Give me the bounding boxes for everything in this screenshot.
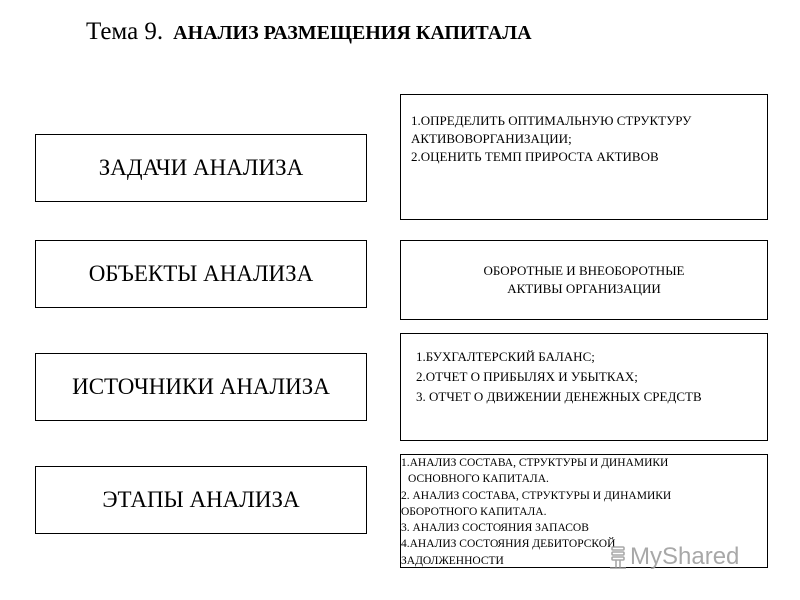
stages-detail-line: ОСНОВНОГО КАПИТАЛА. — [408, 473, 549, 486]
stages-detail-line: ЗАДОЛЖЕННОСТИ — [401, 554, 504, 567]
stages-details-box — [400, 454, 768, 568]
tasks-detail-line: 2.ОЦЕНИТЬ ТЕМП ПРИРОСТА АКТИВОВ — [411, 149, 659, 164]
objects-detail-line: ОБОРОТНЫЕ И ВНЕОБОРОТНЫЕ — [483, 263, 685, 278]
stages-label: ЭТАПЫ АНАЛИЗА — [102, 487, 300, 512]
stages-box — [35, 466, 367, 534]
tasks-box — [35, 134, 367, 202]
sources-detail-line: 2.ОТЧЕТ О ПРИБЫЛЯХ И УБЫТКАХ; — [416, 369, 638, 384]
objects-label: ОБЪЕКТЫ АНАЛИЗА — [88, 261, 314, 286]
title-main: АНАЛИЗ РАЗМЕЩЕНИЯ КАПИТАЛА — [173, 22, 532, 44]
svg-text:MyShared: MyShared — [630, 543, 740, 570]
sources-label: ИСТОЧНИКИ АНАЛИЗА — [72, 374, 330, 399]
objects-details-box — [400, 240, 768, 320]
tasks-detail-line: 1.ОПРЕДЕЛИТЬ ОПТИМАЛЬНУЮ СТРУКТУРУ — [411, 113, 692, 128]
stages-detail-line: ОБОРОТНОГО КАПИТАЛА. — [401, 505, 547, 518]
stages-detail-line: 3. АНАЛИЗ СОСТОЯНИЯ ЗАПАСОВ — [401, 522, 589, 535]
stages-detail-line: 4.АНАЛИЗ СОСТОЯНИЯ ДЕБИТОРСКОЙ — [401, 538, 616, 551]
tasks-label: ЗАДАЧИ АНАЛИЗА — [98, 155, 304, 180]
slide-title — [86, 18, 532, 46]
objects-box — [35, 240, 367, 308]
sources-box — [35, 353, 367, 421]
sources-detail-line: 1.БУХГАЛТЕРСКИЙ БАЛАНС; — [416, 349, 595, 364]
objects-detail-line: АКТИВЫ ОРГАНИЗАЦИИ — [507, 281, 661, 296]
sources-details-box — [400, 333, 768, 441]
sources-detail-line: 3. ОТЧЕТ О ДВИЖЕНИИ ДЕНЕЖНЫХ СРЕДСТВ — [416, 389, 702, 404]
stages-detail-line: 2. АНАЛИЗ СОСТАВА, СТРУКТУРЫ И ДИНАМИКИ — [401, 489, 672, 502]
stages-detail-line: 1.АНАЛИЗ СОСТАВА, СТРУКТУРЫ И ДИНАМИКИ — [401, 457, 669, 469]
title-prefix: Тема 9. — [86, 18, 164, 45]
tasks-detail-line: АКТИВОВОРГАНИЗАЦИИ; — [411, 131, 572, 146]
tasks-details-box — [400, 94, 768, 220]
